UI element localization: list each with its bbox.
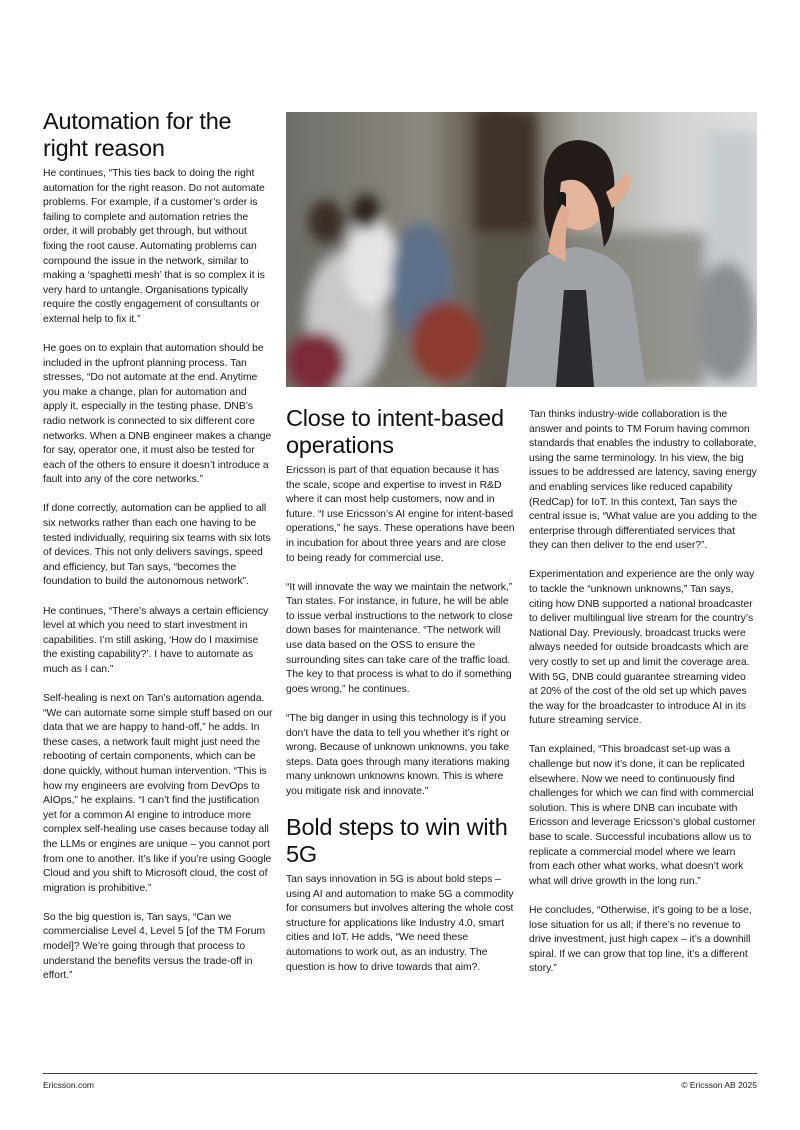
column-right xyxy=(529,408,757,991)
paragraph: If done correctly, automation can be applied to all six networks rather than each one having to be tested individually, requiring six teams with six lots of devices. This not only delivers savings, speed and efficiency, but Tan says, “becomes the foundation to build the autonomous network”. xyxy=(43,503,271,588)
footer-copyright: © Ericsson AB 2025 xyxy=(681,1080,757,1090)
footer-divider xyxy=(43,1073,757,1074)
footer-website-link[interactable]: Ericsson.com xyxy=(43,1080,95,1090)
paragraph: He concludes, “Otherwise, it’s going to be a lose, lose situation for us all; if there’s no revenue to drive investment, just high capex – it’s a downhill spiral. If we can grow that top line, it’s a different story.” xyxy=(529,904,752,975)
paragraph: He goes on to explain that automation should be included in the upfront planning process. Tan stresses, “Do not automate at the end. Anytime you make a change, plan for automation and apply it, especially in the testing phase. DNB’s radio network is connected to six different core networks. When a DNB engineer makes a change for say, operator one, it must also be tested for each of the others to ensure it doesn’t introduce a fault into any of the core networks.” xyxy=(43,343,272,486)
paragraph: Tan explained, “This broadcast set-up was a challenge but now it’s done, it can be replicated elsewhere. Now we need to continuously find challenges for which we can find with commercial solution. This is where DNB can incubate with Ericsson and leverage Ericsson’s global customer base to scale. Successful incubations allow us to replicate a commercial model where we learn from each other what works, what doesn’t work what will drive growth in the long run.” xyxy=(529,744,756,887)
paragraph: Tan says innovation in 5G is about bold steps – using AI and automation to make 5G a commodity for consumers but involves altering the whole cost structure for applications like Industry 4.0, smart cities and IoT. He adds, “We need these automations to work out, as an industry. The question is how to drive towards that aim?. xyxy=(286,873,514,973)
column-left xyxy=(43,108,273,998)
paragraph: Ericsson is part of that equation because it has the scale, scope and expertise to invest in R&D where it can most help customers, now and in future. “I use Ericsson’s AI engine for intent-based operations,” he says. These operations have been in incubation for about three years and are close to being ready for commercial use. xyxy=(286,465,515,564)
paragraph: So the big question is, Tan says, “Can we commercialise Level 4, Level 5 [of the TM Forum model]? We’re going through that process to understand the benefits versus the trade-off in effort.” xyxy=(43,911,266,982)
paragraph: “It will innovate the way we maintain the network,” Tan states. For instance, in future, he will be able to issue verbal instructions to the network to close down bases for maintenance. “The network will use data based on the OSS to ensure the surrounding sites can take care of the traffic load. The key to that process is what to do if something goes wrong,” he continues. xyxy=(286,581,513,695)
paragraph: Tan thinks industry-wide collaboration is the answer and points to TM Forum having common standards that enables the industry to collaborate, using the same terminology. In his view, the big issues to be addressed are latency, saving energy and enabling services like reduced capability (RedCap) for IoT. In this context, Tan says the central issue is, “What value are you adding to the enterprise through differentiated services that they can then deliver to the end user?”. xyxy=(529,409,757,552)
section-heading-automation: Automation for the right reason xyxy=(43,108,232,161)
column-middle xyxy=(286,405,516,990)
section-heading-intent-based: Close to intent-based operations xyxy=(286,405,504,458)
section-heading-bold-steps: Bold steps to win with 5G xyxy=(286,813,508,867)
paragraph: “The big danger in using this technology is if you don’t have the data to tell you whether it’s right or wrong. Because of unknown unknowns, you take steps. Data goes through many iterations making many unknown unknowns known. This is where you mitigate risk and innovate.” xyxy=(286,712,510,797)
paragraph: Self-healing is next on Tan’s automation agenda. “We can automate some simple stuff based on our data that we are happy to hand-off,” he adds. In these cases, a network fault might just need the rebooting of certain components, which can be done quickly, without human intervention. “This is how my engineers are evolving from DevOps to AIOps,” he explains. “I can’t find the justification yet for a common AI engine to introduce more complex self-healing use cases because today all the LLMs or engines are unique – you cannot port from one to another. It’s like if you’re using Google Cloud and you shift to Microsoft cloud, the cost of migration is prohibitive.” xyxy=(43,693,273,894)
paragraph: He continues, “There’s always a certain efficiency level at which you need to start investment in capabilities. I’m still asking, ‘How do I maximise the existing capability?’. I have to automate as much as I can.” xyxy=(43,605,269,675)
article-photo xyxy=(286,112,757,387)
paragraph: He continues, “This ties back to doing the right automation for the right reason. Do not automate problems. For example, if a customer’s order is failing to complete and automation retries the order, it will probably get through, but without fixing the root cause. Automating problems can compound the issue in the network, similar to making a ‘spaghetti mesh’ that is so complex it is very hard to untangle. Organisations typically require the costly engagement of consultants or external help to fix it.” xyxy=(43,168,265,325)
paragraph: Experimentation and experience are the only way to tackle the “unknown unknowns,” Tan says, citing how DNB supported a national broadcaster to deliver multilingual live stream for the country’s National Day. Previously, broadcast trucks were always needed for outside broadcasts which are very costly to set up and limit the coverage area. With 5G, DNB could guarantee streaming video at 20% of the cost of the old set up which paves the way for the broadcaster to introduce AI in its future streaming service. xyxy=(529,569,755,727)
photo-illustration xyxy=(286,112,757,387)
